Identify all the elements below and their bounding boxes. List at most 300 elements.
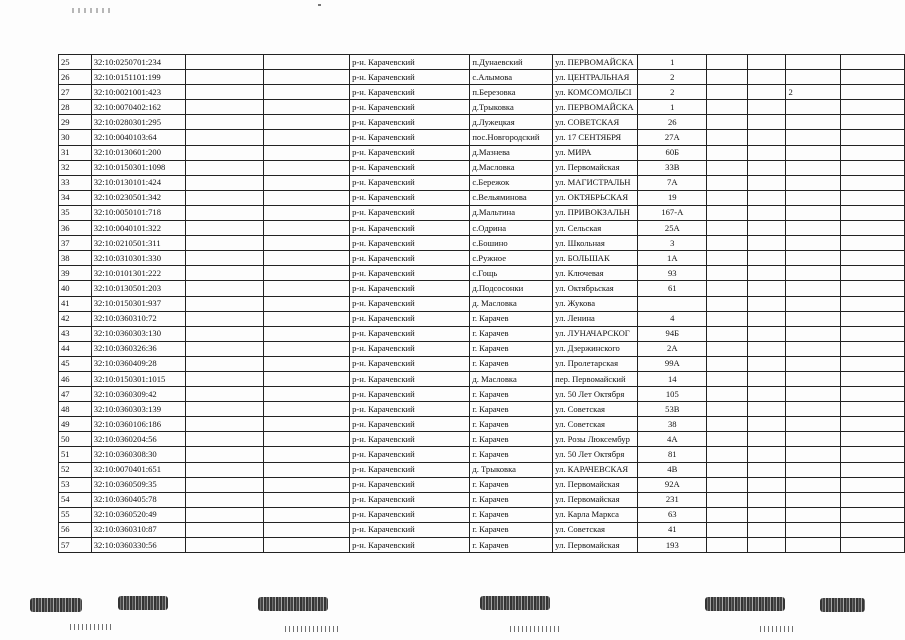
- district-cell: р-н. Карачевский: [350, 387, 470, 402]
- extra-cell: [786, 356, 840, 371]
- empty-cell: [264, 417, 350, 432]
- house-number: 105: [638, 387, 707, 402]
- table-row: [59, 251, 905, 266]
- empty-cell: [264, 55, 350, 70]
- empty-cell: [707, 432, 747, 447]
- settlement-cell: г. Карачев: [470, 311, 553, 326]
- empty-cell: [747, 326, 786, 341]
- empty-cell: [264, 356, 350, 371]
- row-number: 45: [59, 356, 92, 371]
- empty-cell: [186, 190, 264, 205]
- empty-cell: [264, 160, 350, 175]
- cadastral-number: 32:10:0101301:222: [91, 266, 186, 281]
- stamp-blot: [118, 596, 168, 610]
- extra-cell: [786, 477, 840, 492]
- table-row: [59, 507, 905, 522]
- house-number: 14: [638, 371, 707, 386]
- street-cell: ул. Сельская: [553, 221, 638, 236]
- house-number: 27А: [638, 130, 707, 145]
- extra-cell: [786, 266, 840, 281]
- empty-cell: [747, 462, 786, 477]
- empty-cell: [747, 221, 786, 236]
- empty-cell: [707, 417, 747, 432]
- row-number: 25: [59, 55, 92, 70]
- stamp-blot: [705, 597, 785, 611]
- cadastral-number: 32:10:0360106:186: [91, 417, 186, 432]
- settlement-cell: д.Мальтина: [470, 205, 553, 220]
- extra-cell: [786, 538, 840, 553]
- empty-cell: [186, 281, 264, 296]
- empty-cell: [707, 311, 747, 326]
- property-registry-table: [58, 54, 905, 553]
- district-cell: р-н. Карачевский: [350, 356, 470, 371]
- district-cell: р-н. Карачевский: [350, 507, 470, 522]
- settlement-cell: г. Карачев: [470, 507, 553, 522]
- district-cell: р-н. Карачевский: [350, 100, 470, 115]
- empty-cell: [186, 70, 264, 85]
- house-number: 61: [638, 281, 707, 296]
- district-cell: р-н. Карачевский: [350, 281, 470, 296]
- empty-cell: [840, 85, 904, 100]
- empty-cell: [747, 387, 786, 402]
- table-row: [59, 190, 905, 205]
- extra-cell: [786, 175, 840, 190]
- row-number: 32: [59, 160, 92, 175]
- street-cell: ул. 17 СЕНТЯБРЯ: [553, 130, 638, 145]
- house-number: 4В: [638, 462, 707, 477]
- settlement-cell: д.Трыковка: [470, 100, 553, 115]
- empty-cell: [707, 326, 747, 341]
- house-number: 1: [638, 55, 707, 70]
- empty-cell: [707, 492, 747, 507]
- extra-cell: [786, 507, 840, 522]
- settlement-cell: с.Алымова: [470, 70, 553, 85]
- extra-cell: [786, 100, 840, 115]
- empty-cell: [186, 115, 264, 130]
- empty-cell: [186, 266, 264, 281]
- empty-cell: [186, 507, 264, 522]
- district-cell: р-н. Карачевский: [350, 85, 470, 100]
- extra-cell: [786, 130, 840, 145]
- row-number: 50: [59, 432, 92, 447]
- empty-cell: [840, 251, 904, 266]
- empty-cell: [264, 311, 350, 326]
- district-cell: р-н. Карачевский: [350, 115, 470, 130]
- empty-cell: [840, 296, 904, 311]
- empty-cell: [747, 281, 786, 296]
- district-cell: р-н. Карачевский: [350, 130, 470, 145]
- cadastral-number: 32:10:0150301:1015: [91, 371, 186, 386]
- empty-cell: [264, 281, 350, 296]
- empty-cell: [186, 538, 264, 553]
- empty-cell: [186, 175, 264, 190]
- empty-cell: [840, 341, 904, 356]
- district-cell: р-н. Карачевский: [350, 145, 470, 160]
- settlement-cell: пос.Новгородский: [470, 130, 553, 145]
- house-number: [638, 296, 707, 311]
- empty-cell: [264, 462, 350, 477]
- empty-cell: [707, 221, 747, 236]
- house-number: 1: [638, 100, 707, 115]
- empty-cell: [840, 462, 904, 477]
- extra-cell: [786, 417, 840, 432]
- cadastral-number: 32:10:0130501:203: [91, 281, 186, 296]
- empty-cell: [747, 341, 786, 356]
- empty-cell: [264, 522, 350, 537]
- empty-cell: [747, 55, 786, 70]
- extra-cell: [786, 70, 840, 85]
- extra-cell: [786, 492, 840, 507]
- stamp-blot: [30, 598, 82, 612]
- empty-cell: [264, 115, 350, 130]
- district-cell: р-н. Карачевский: [350, 205, 470, 220]
- settlement-cell: г. Карачев: [470, 492, 553, 507]
- empty-cell: [840, 160, 904, 175]
- empty-cell: [264, 70, 350, 85]
- house-number: 41: [638, 522, 707, 537]
- row-number: 37: [59, 236, 92, 251]
- street-cell: ул. Дзержинского: [553, 341, 638, 356]
- empty-cell: [707, 387, 747, 402]
- empty-cell: [264, 221, 350, 236]
- street-cell: ул. ЛУНАЧАРСКОГ: [553, 326, 638, 341]
- extra-cell: [786, 447, 840, 462]
- district-cell: р-н. Карачевский: [350, 371, 470, 386]
- empty-cell: [840, 432, 904, 447]
- house-number: 63: [638, 507, 707, 522]
- empty-cell: [264, 145, 350, 160]
- street-cell: ул. ПЕРВОМАЙСКА: [553, 100, 638, 115]
- settlement-cell: с.Бошино: [470, 236, 553, 251]
- cadastral-number: 32:10:0151101:199: [91, 70, 186, 85]
- extra-cell: [786, 281, 840, 296]
- cadastral-number: 32:10:0210501:311: [91, 236, 186, 251]
- district-cell: р-н. Карачевский: [350, 402, 470, 417]
- district-cell: р-н. Карачевский: [350, 417, 470, 432]
- empty-cell: [186, 522, 264, 537]
- street-cell: ул. Пролетарская: [553, 356, 638, 371]
- empty-cell: [707, 160, 747, 175]
- settlement-cell: с.Вельяминова: [470, 190, 553, 205]
- house-number: 99А: [638, 356, 707, 371]
- house-number: 7А: [638, 175, 707, 190]
- empty-cell: [747, 522, 786, 537]
- extra-cell: [786, 387, 840, 402]
- street-cell: ул. Первомайская: [553, 492, 638, 507]
- empty-cell: [186, 387, 264, 402]
- empty-cell: [707, 477, 747, 492]
- cadastral-number: 32:10:0050101:718: [91, 205, 186, 220]
- empty-cell: [707, 251, 747, 266]
- settlement-cell: д.Подсосонки: [470, 281, 553, 296]
- extra-cell: [786, 205, 840, 220]
- settlement-cell: г. Карачев: [470, 432, 553, 447]
- house-number: 33В: [638, 160, 707, 175]
- empty-cell: [264, 85, 350, 100]
- table-row: [59, 115, 905, 130]
- cadastral-number: 32:10:0230501:342: [91, 190, 186, 205]
- empty-cell: [747, 85, 786, 100]
- extra-cell: [786, 326, 840, 341]
- empty-cell: [264, 100, 350, 115]
- stamp-blot: [820, 598, 865, 612]
- extra-cell: [786, 311, 840, 326]
- cadastral-number: 32:10:0360204:56: [91, 432, 186, 447]
- empty-cell: [186, 492, 264, 507]
- row-number: 31: [59, 145, 92, 160]
- empty-cell: [264, 236, 350, 251]
- empty-cell: [840, 522, 904, 537]
- house-number: 93: [638, 266, 707, 281]
- empty-cell: [707, 115, 747, 130]
- house-number: 4А: [638, 432, 707, 447]
- empty-cell: [747, 130, 786, 145]
- extra-cell: [786, 160, 840, 175]
- street-cell: ул. ЦЕНТРАЛЬНАЯ: [553, 70, 638, 85]
- empty-cell: [186, 311, 264, 326]
- extra-cell: [786, 236, 840, 251]
- empty-cell: [840, 326, 904, 341]
- district-cell: р-н. Карачевский: [350, 477, 470, 492]
- district-cell: р-н. Карачевский: [350, 160, 470, 175]
- empty-cell: [264, 251, 350, 266]
- street-cell: ул. Советская: [553, 417, 638, 432]
- house-number: 92А: [638, 477, 707, 492]
- extra-cell: [786, 432, 840, 447]
- settlement-cell: д. Масловка: [470, 371, 553, 386]
- street-cell: ул. СОВЕТСКАЯ: [553, 115, 638, 130]
- empty-cell: [707, 266, 747, 281]
- scan-ticks: [70, 624, 112, 630]
- empty-cell: [747, 507, 786, 522]
- district-cell: р-н. Карачевский: [350, 432, 470, 447]
- cadastral-number: 32:10:0310301:330: [91, 251, 186, 266]
- empty-cell: [840, 447, 904, 462]
- row-number: 57: [59, 538, 92, 553]
- empty-cell: [747, 296, 786, 311]
- empty-cell: [186, 100, 264, 115]
- district-cell: р-н. Карачевский: [350, 221, 470, 236]
- settlement-cell: г. Карачев: [470, 417, 553, 432]
- cadastral-number: 32:10:0360330:56: [91, 538, 186, 553]
- table-row: [59, 371, 905, 386]
- district-cell: р-н. Карачевский: [350, 447, 470, 462]
- empty-cell: [186, 356, 264, 371]
- settlement-cell: п.Березовка: [470, 85, 553, 100]
- stamp-blot: [258, 597, 328, 611]
- extra-cell: [786, 55, 840, 70]
- district-cell: р-н. Карачевский: [350, 462, 470, 477]
- row-number: 29: [59, 115, 92, 130]
- empty-cell: [840, 221, 904, 236]
- empty-cell: [840, 356, 904, 371]
- district-cell: р-н. Карачевский: [350, 492, 470, 507]
- empty-cell: [186, 341, 264, 356]
- settlement-cell: г. Карачев: [470, 387, 553, 402]
- empty-cell: [707, 447, 747, 462]
- empty-cell: [264, 341, 350, 356]
- scan-dot: [318, 4, 321, 6]
- empty-cell: [840, 55, 904, 70]
- empty-cell: [186, 462, 264, 477]
- table-row: [59, 462, 905, 477]
- table-row: [59, 432, 905, 447]
- settlement-cell: д.Лужецкая: [470, 115, 553, 130]
- empty-cell: [747, 492, 786, 507]
- empty-cell: [840, 387, 904, 402]
- house-number: 4: [638, 311, 707, 326]
- empty-cell: [264, 205, 350, 220]
- empty-cell: [264, 190, 350, 205]
- street-cell: ул. Школьная: [553, 236, 638, 251]
- row-number: 36: [59, 221, 92, 236]
- cadastral-number: 32:10:0280301:295: [91, 115, 186, 130]
- empty-cell: [840, 371, 904, 386]
- district-cell: р-н. Карачевский: [350, 538, 470, 553]
- empty-cell: [747, 145, 786, 160]
- empty-cell: [747, 371, 786, 386]
- row-number: 54: [59, 492, 92, 507]
- table-row: [59, 55, 905, 70]
- settlement-cell: д. Масловка: [470, 296, 553, 311]
- row-number: 47: [59, 387, 92, 402]
- house-number: 25А: [638, 221, 707, 236]
- scan-ticks: [510, 626, 560, 632]
- empty-cell: [840, 402, 904, 417]
- cadastral-number: 32:10:0250701:234: [91, 55, 186, 70]
- street-cell: ул. Ключевая: [553, 266, 638, 281]
- table-row: [59, 296, 905, 311]
- empty-cell: [840, 477, 904, 492]
- empty-cell: [747, 402, 786, 417]
- empty-cell: [264, 130, 350, 145]
- table-row: [59, 356, 905, 371]
- empty-cell: [707, 281, 747, 296]
- row-number: 38: [59, 251, 92, 266]
- cadastral-number: 32:10:0360303:130: [91, 326, 186, 341]
- house-number: 60Б: [638, 145, 707, 160]
- row-number: 49: [59, 417, 92, 432]
- row-number: 35: [59, 205, 92, 220]
- empty-cell: [840, 507, 904, 522]
- table-row: [59, 130, 905, 145]
- table-row: [59, 492, 905, 507]
- cadastral-number: 32:10:0070402:162: [91, 100, 186, 115]
- table-row: [59, 477, 905, 492]
- empty-cell: [840, 266, 904, 281]
- empty-cell: [747, 70, 786, 85]
- street-cell: ул. БОЛЬШАК: [553, 251, 638, 266]
- row-number: 43: [59, 326, 92, 341]
- cadastral-number: 32:10:0360310:87: [91, 522, 186, 537]
- row-number: 30: [59, 130, 92, 145]
- extra-cell: [786, 251, 840, 266]
- extra-cell: [786, 145, 840, 160]
- row-number: 33: [59, 175, 92, 190]
- cadastral-number: 32:10:0070401:651: [91, 462, 186, 477]
- empty-cell: [264, 477, 350, 492]
- street-cell: ул. Первомайская: [553, 477, 638, 492]
- row-number: 34: [59, 190, 92, 205]
- settlement-cell: г. Карачев: [470, 447, 553, 462]
- empty-cell: [747, 251, 786, 266]
- row-number: 40: [59, 281, 92, 296]
- district-cell: р-н. Карачевский: [350, 522, 470, 537]
- empty-cell: [707, 70, 747, 85]
- table-row: [59, 538, 905, 553]
- extra-cell: [786, 115, 840, 130]
- extra-cell: [786, 402, 840, 417]
- empty-cell: [707, 402, 747, 417]
- street-cell: ул. Карла Маркса: [553, 507, 638, 522]
- cadastral-number: 32:10:0150301:1098: [91, 160, 186, 175]
- empty-cell: [707, 507, 747, 522]
- row-number: 44: [59, 341, 92, 356]
- district-cell: р-н. Карачевский: [350, 236, 470, 251]
- cadastral-number: 32:10:0150301:937: [91, 296, 186, 311]
- table-row: [59, 221, 905, 236]
- empty-cell: [747, 190, 786, 205]
- extra-cell: [786, 221, 840, 236]
- cadastral-number: 32:10:0021001:423: [91, 85, 186, 100]
- settlement-cell: г. Карачев: [470, 538, 553, 553]
- cadastral-number: 32:10:0360405:78: [91, 492, 186, 507]
- street-cell: ул. МИРА: [553, 145, 638, 160]
- settlement-cell: с.Ружное: [470, 251, 553, 266]
- street-cell: ул. ОКТЯБРЬСКАЯ: [553, 190, 638, 205]
- street-cell: ул. Первомайская: [553, 538, 638, 553]
- table-row: [59, 145, 905, 160]
- house-number: 193: [638, 538, 707, 553]
- house-number: 19: [638, 190, 707, 205]
- empty-cell: [707, 538, 747, 553]
- empty-cell: [264, 266, 350, 281]
- row-number: 56: [59, 522, 92, 537]
- district-cell: р-н. Карачевский: [350, 175, 470, 190]
- row-number: 52: [59, 462, 92, 477]
- empty-cell: [707, 190, 747, 205]
- settlement-cell: д. Трыковка: [470, 462, 553, 477]
- street-cell: ул. Розы Люксембур: [553, 432, 638, 447]
- empty-cell: [747, 266, 786, 281]
- extra-cell: [786, 341, 840, 356]
- house-number: 3: [638, 236, 707, 251]
- district-cell: р-н. Карачевский: [350, 251, 470, 266]
- empty-cell: [264, 492, 350, 507]
- table-row: [59, 70, 905, 85]
- table-row: [59, 175, 905, 190]
- street-cell: ул. Жукова: [553, 296, 638, 311]
- street-cell: ул. 50 Лет Октября: [553, 387, 638, 402]
- empty-cell: [747, 160, 786, 175]
- house-number: 38: [638, 417, 707, 432]
- empty-cell: [747, 432, 786, 447]
- empty-cell: [186, 205, 264, 220]
- house-number: 2: [638, 85, 707, 100]
- settlement-cell: д.Мазнева: [470, 145, 553, 160]
- district-cell: р-н. Карачевский: [350, 326, 470, 341]
- extra-cell: [786, 296, 840, 311]
- street-cell: ул. Первомайская: [553, 160, 638, 175]
- empty-cell: [747, 477, 786, 492]
- settlement-cell: с.Бережок: [470, 175, 553, 190]
- cadastral-number: 32:10:0360520:49: [91, 507, 186, 522]
- empty-cell: [840, 175, 904, 190]
- extra-cell: [786, 462, 840, 477]
- table-row: [59, 326, 905, 341]
- table-row: [59, 205, 905, 220]
- row-number: 41: [59, 296, 92, 311]
